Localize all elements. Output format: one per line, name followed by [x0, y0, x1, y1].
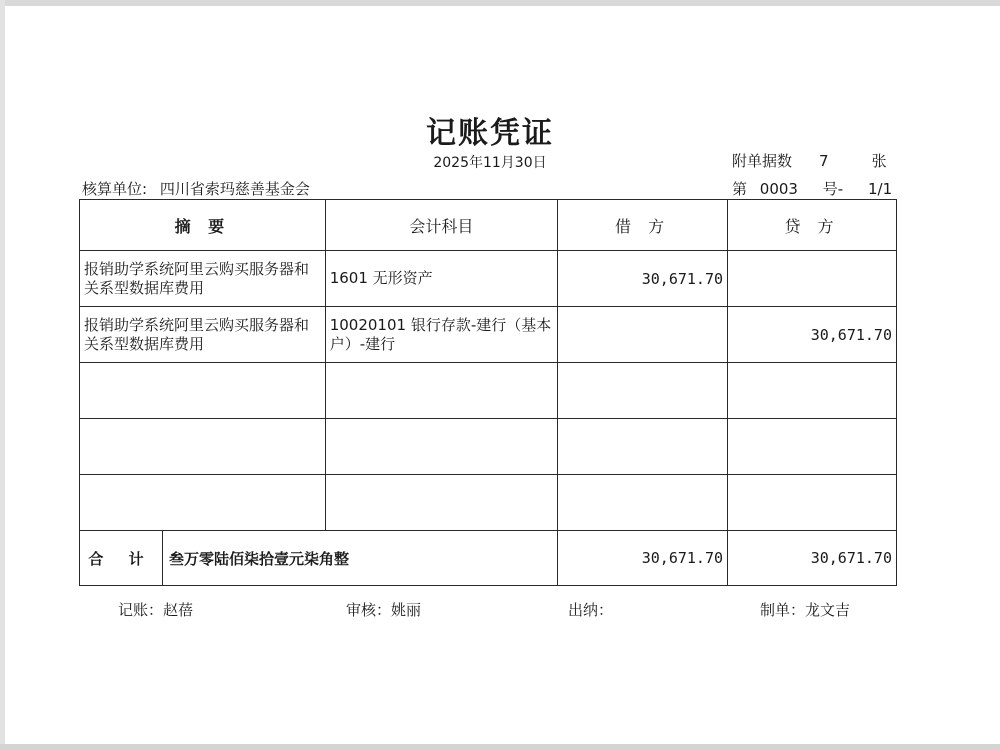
- row-credit: [728, 419, 897, 475]
- row-summary: [80, 475, 326, 531]
- header-row: [80, 200, 897, 251]
- voucher-suffix: 号-: [822, 180, 844, 198]
- row-debit: [558, 307, 728, 363]
- row-debit: [558, 419, 728, 475]
- voucher-no-value: 0003: [759, 180, 798, 198]
- row-debit: 30,671.70: [558, 251, 728, 307]
- voucher-number: [732, 178, 892, 199]
- row-credit: [728, 251, 897, 307]
- voucher-table: [79, 199, 897, 586]
- total-credit: 30,671.70: [728, 531, 897, 586]
- row-credit: [728, 475, 897, 531]
- voucher-title: 记账凭证: [426, 116, 554, 151]
- row-summary: 报销助学系统阿里云购买服务器和关系型数据库费用: [80, 251, 326, 307]
- attachment-unit: 张: [871, 152, 887, 170]
- unit-label: 核算单位:: [82, 180, 148, 198]
- row-account: [325, 419, 557, 475]
- row-debit: [558, 363, 728, 419]
- voucher-prefix: 第: [732, 180, 748, 198]
- voucher-page: 1/1: [867, 180, 893, 198]
- row-account: 10020101 银行存款-建行（基本户）-建行: [325, 307, 557, 363]
- scan-edge-left: [0, 0, 5, 750]
- table-row: [80, 419, 897, 475]
- attachment-label: 附单据数: [732, 152, 793, 170]
- signature-bookkeeper: 记账：赵蓓: [118, 601, 194, 619]
- table-row: [80, 307, 897, 363]
- table-row: [80, 251, 897, 307]
- scan-edge-bottom: [0, 744, 1000, 750]
- table-row: [80, 475, 897, 531]
- total-row: [80, 531, 897, 586]
- header-credit: 贷 方: [728, 200, 897, 251]
- accounting-unit: [82, 178, 310, 199]
- total-amount-words: 叁万零陆佰柒拾壹元柒角整: [169, 549, 350, 568]
- header-debit: 借 方: [558, 200, 728, 251]
- row-account: [325, 475, 557, 531]
- signature-preparer: 制单：龙文吉: [760, 601, 851, 619]
- scan-edge-top: [0, 0, 1000, 6]
- total-debit: 30,671.70: [558, 531, 728, 586]
- row-summary: [80, 363, 326, 419]
- row-summary: 报销助学系统阿里云购买服务器和关系型数据库费用: [80, 307, 326, 363]
- row-credit: 30,671.70: [728, 307, 897, 363]
- header-summary: 摘 要: [80, 200, 326, 251]
- table-row: [80, 363, 897, 419]
- voucher-date: 2025年11月30日: [433, 155, 547, 171]
- total-cell: [80, 531, 558, 586]
- row-summary: [80, 419, 326, 475]
- row-account: 1601 无形资产: [325, 251, 557, 307]
- attachment-number: 7: [819, 152, 829, 170]
- unit-name: 四川省索玛慈善基金会: [159, 180, 310, 198]
- header-account: 会计科目: [325, 200, 557, 251]
- signature-reviewer: 审核：姚丽: [346, 601, 422, 619]
- attachment-count: [732, 150, 887, 171]
- row-credit: [728, 363, 897, 419]
- row-debit: [558, 475, 728, 531]
- total-label: 合 计: [80, 531, 163, 585]
- signature-cashier: 出纳：: [568, 601, 614, 619]
- row-account: [325, 363, 557, 419]
